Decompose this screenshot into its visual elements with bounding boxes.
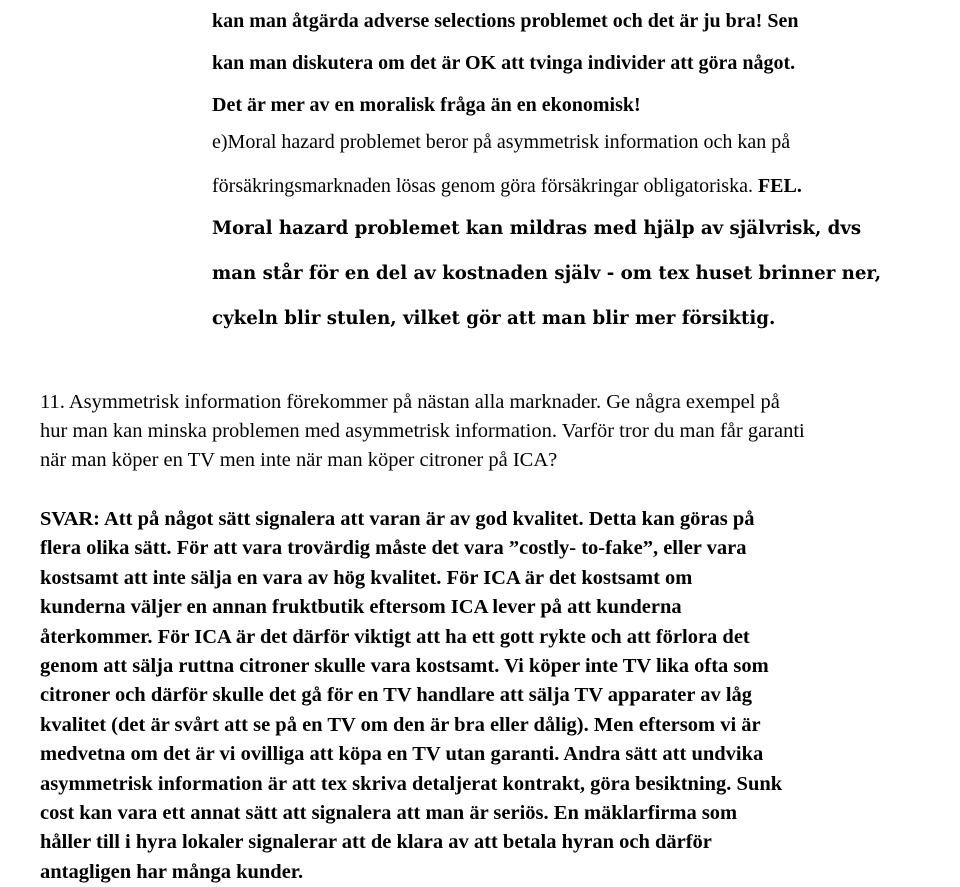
answer-11 [40, 505, 940, 887]
text-line: e)Moral hazard problemet beror på asymmetrisk information och kan på [212, 131, 791, 153]
text-line: asymmetrisk information är att tex skriva detaljerat kontrakt, göra besiktning. Sunk [40, 772, 783, 795]
text-line: återkommer. För ICA är det därför viktigt att ha ett gott rykte och att förlora det [40, 625, 750, 648]
text-line: när man köper en TV men inte när man köper citroner på ICA? [40, 449, 558, 471]
text-line: SVAR: Att på något sätt signalera att varan är av god kvalitet. Detta kan göras på [40, 508, 755, 530]
text-line: citroner och därför skulle det gå för en TV handlare att sälja TV apparater av låg [40, 684, 753, 707]
text-line: antagligen har många kunder. [40, 860, 304, 883]
text-line: 11. Asymmetrisk information förekommer på nästan alla marknader. Ge några exempel på [40, 391, 780, 413]
text-line: cykeln blir stulen, vilket gör att man blir mer försiktig. [212, 308, 776, 329]
question-11 [40, 388, 940, 475]
text-line: Det är mer av en moralisk fråga än en ekonomisk! [212, 94, 641, 116]
text-line: kvalitet (det är svårt att se på en TV om den är bra eller dålig). Men eftersom vi är [40, 713, 761, 736]
text-line: cost kan vara ett annat sätt att signalera att man är seriös. En mäklarfirma som [40, 802, 738, 825]
text-line: kunderna väljer en annan fruktbutik eftersom ICA lever på att kunderna [40, 596, 682, 619]
statement-e-text: försäkringsmarknaden lösas genom göra försäkringar obligatoriska. [212, 175, 758, 197]
text-line: Moral hazard problemet kan mildras med hjälp av självrisk, dvs [212, 218, 862, 239]
text-line: medvetna om det är vi ovilliga att köpa en TV utan garanti. Andra sätt att undvika [40, 743, 764, 766]
text-line: håller till i hyra lokaler signalerar att de klara av att betala hyran och därför [40, 831, 712, 854]
text-line [212, 164, 952, 208]
text-line: hur man kan minska problemen med asymmetrisk information. Varför tror du man får garanti [40, 420, 805, 442]
text-line: kan man diskutera om det är OK att tvinga individer att göra något. [212, 52, 796, 74]
text-line: man står för en del av kostnaden själv - om tex huset brinner ner, [212, 263, 882, 284]
statement-e [212, 120, 952, 208]
text-line: kostsamt att inte sälja en vara av hög kvalitet. För ICA är det kostsamt om [40, 566, 693, 589]
text-line: genom att sälja ruttna citroner skulle vara kostsamt. Vi köper inte TV lika ofta som [40, 655, 769, 678]
text-line: flera olika sätt. För att vara trovärdig måste det vara ”costly- to-fake”, eller vara [40, 537, 747, 560]
text-line: kan man åtgärda adverse selections problemet och det är ju bra! Sen [212, 10, 799, 32]
verdict-label: FEL. [757, 175, 802, 197]
section-e-continued [212, 0, 952, 126]
answer-e [212, 206, 952, 341]
